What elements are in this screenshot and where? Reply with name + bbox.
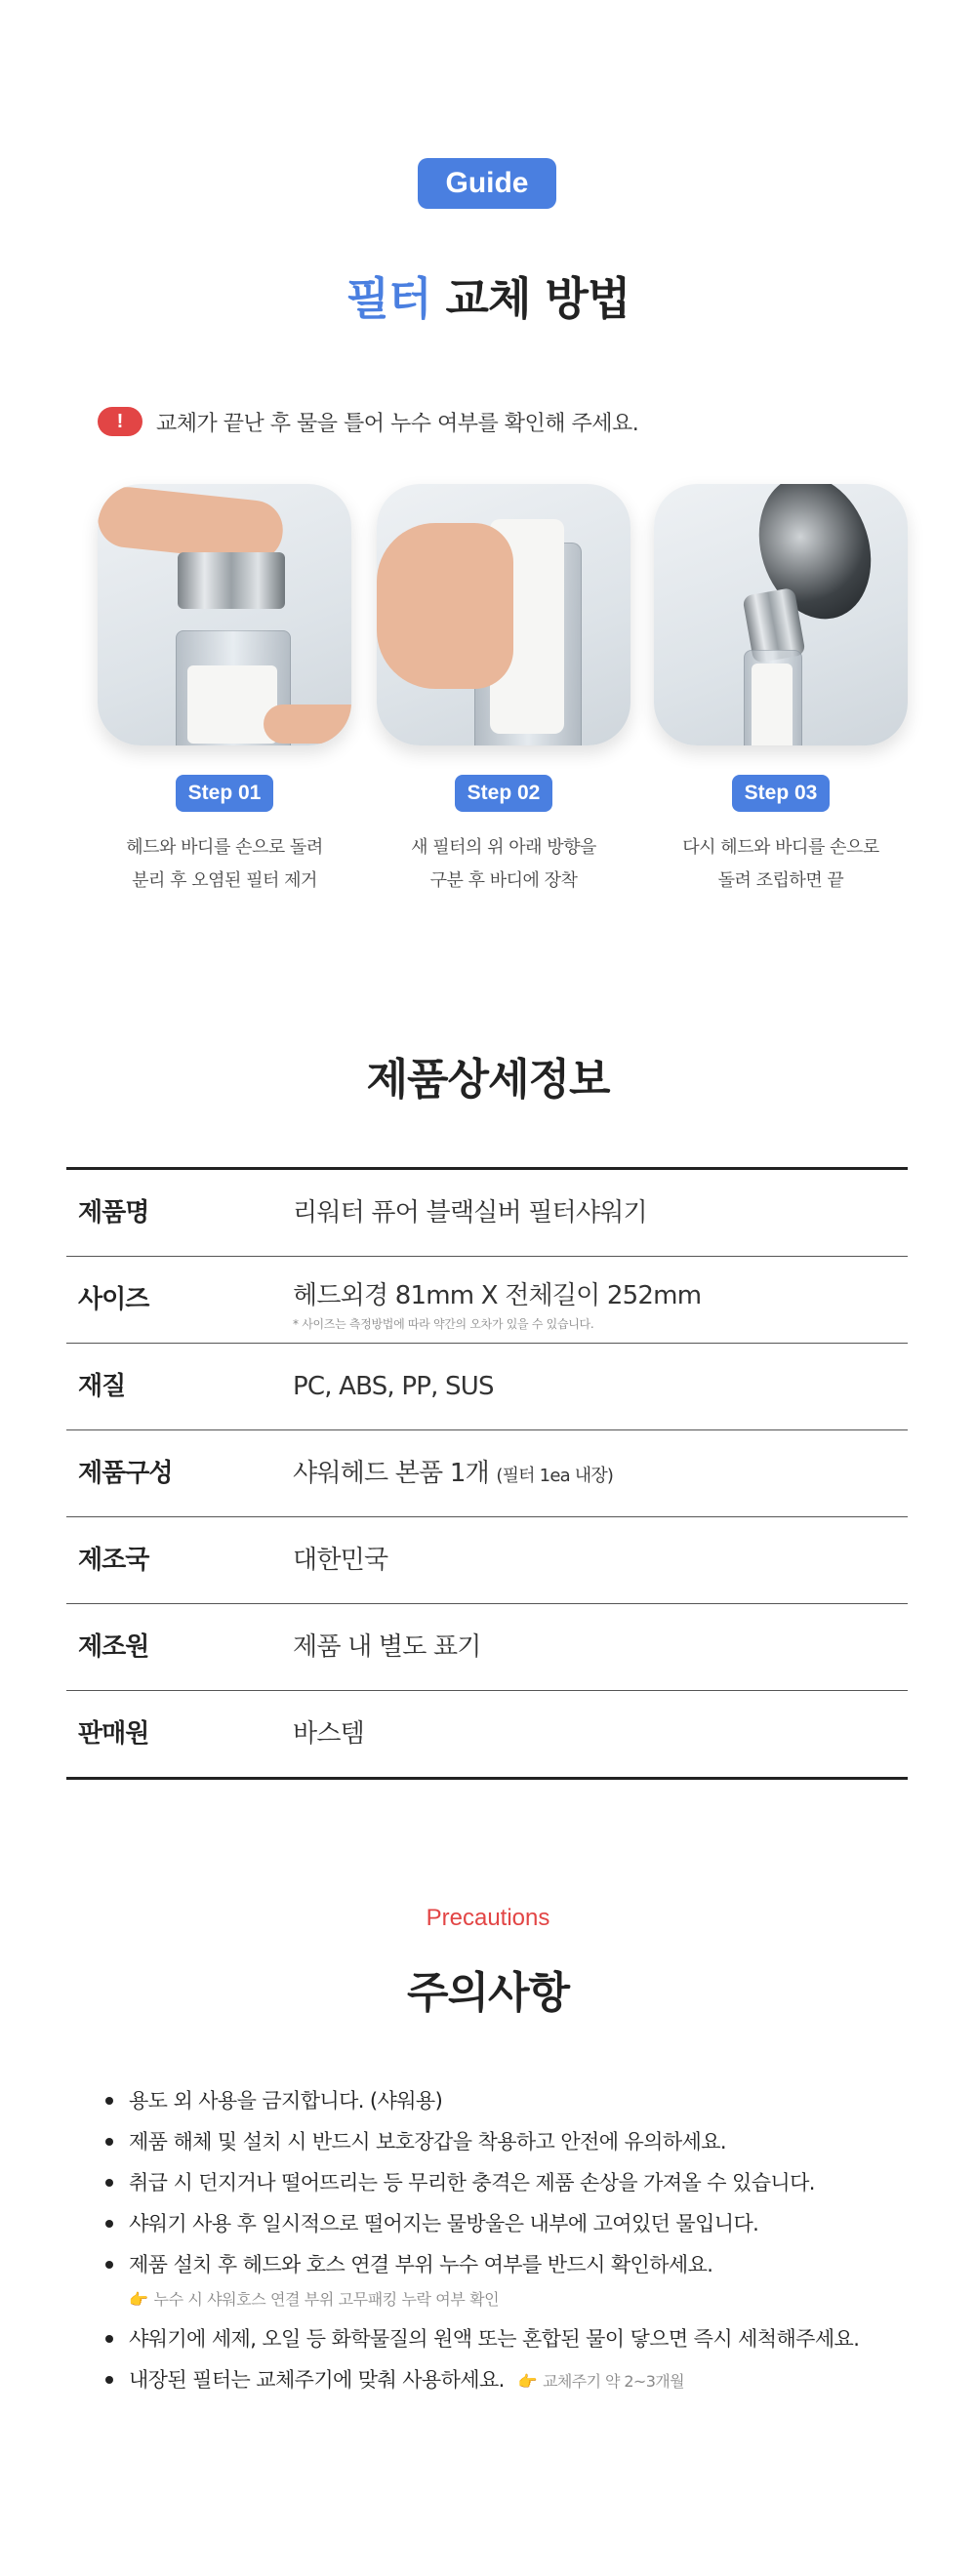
step-1-photo: [98, 484, 351, 745]
step-3-photo: [654, 484, 908, 745]
leak-notice: [98, 402, 638, 441]
step-3-line2: 돌려 조립하면 끝: [717, 870, 844, 891]
spec-row: [66, 1344, 908, 1430]
spec-key: 제품구성: [78, 1459, 173, 1488]
step-3: [654, 484, 908, 891]
guide-badge: Guide: [418, 158, 556, 209]
spec-key: 사이즈: [78, 1285, 149, 1314]
list-item: 용도 외 사용을 금지합니다. (샤워용): [105, 2080, 945, 2121]
guide-title-accent: 필터: [346, 272, 431, 325]
precautions-list: [105, 2080, 945, 2400]
step-2-badge: Step 02: [455, 775, 552, 812]
spec-value-small: (필터 1ea 내장): [496, 1466, 614, 1486]
spec-value: 바스템: [293, 1719, 364, 1749]
list-item: 샤워기에 세제, 오일 등 화학물질의 원액 또는 혼합된 물이 닿으면 즉시 세척해주세요.: [105, 2318, 945, 2359]
pointing-hand-icon: 👉: [129, 2290, 148, 2309]
spec-row: [66, 1691, 908, 1777]
step-2-desc: [367, 831, 640, 898]
spec-key: 제조국: [78, 1546, 149, 1575]
step-1-badge: Step 01: [176, 775, 273, 812]
step-2-line2: 구분 후 바디에 장착: [429, 870, 578, 891]
list-item: 취급 시 던지거나 떨어뜨리는 등 무리한 충격은 제품 손상을 가져올 수 있습니다.: [105, 2162, 945, 2203]
spec-value: 대한민국: [293, 1546, 388, 1575]
list-item: 제품 설치 후 헤드와 호스 연결 부위 누수 여부를 반드시 확인하세요.: [105, 2244, 945, 2285]
pointing-hand-icon: 👉: [517, 2372, 538, 2391]
step-2-line1: 새 필터의 위 아래 방향을: [411, 837, 596, 858]
precautions-title: 주의사항: [406, 1968, 569, 2018]
replacement-cycle-note: [518, 2372, 684, 2391]
list-item: [105, 2359, 945, 2400]
spec-row: [66, 1257, 908, 1344]
spec-value: 제품 내 별도 표기: [293, 1632, 481, 1662]
list-item: 샤워기 사용 후 일시적으로 떨어지는 물방울은 내부에 고여있던 물입니다.: [105, 2203, 945, 2244]
steps-row: [98, 484, 908, 913]
notice-text: 교체가 끝난 후 물을 틀어 누수 여부를 확인해 주세요.: [156, 411, 639, 436]
step-3-desc: [644, 831, 917, 898]
spec-key: 판매원: [78, 1719, 149, 1749]
spec-title: 제품상세정보: [366, 1055, 610, 1105]
leak-check-note: [105, 2285, 945, 2318]
precautions-subtitle: Precautions: [426, 1905, 550, 1931]
head-connector: [178, 552, 285, 609]
spec-key: 제품명: [78, 1198, 149, 1228]
guide-title-rest: 교체 방법: [430, 272, 630, 325]
spec-value: PC, ABS, PP, SUS: [293, 1372, 494, 1401]
step-2-photo: [377, 484, 630, 745]
filter-cartridge: [187, 665, 277, 744]
step-1-line1: 헤드와 바디를 손으로 돌려: [126, 837, 323, 858]
hand-shape-lower: [264, 704, 351, 744]
guide-title: [0, 263, 976, 328]
spec-row: [66, 1604, 908, 1691]
spec-row: [66, 1170, 908, 1257]
spec-row: [66, 1430, 908, 1517]
list-item: 제품 해체 및 설치 시 반드시 보호장갑을 착용하고 안전에 유의하세요.: [105, 2121, 945, 2162]
step-2: [377, 484, 630, 891]
spec-value-main: 샤워헤드 본품 1개: [293, 1459, 497, 1488]
step-1-desc: [88, 831, 361, 898]
leak-check-note-text: 누수 시 샤워호스 연결 부위 고무패킹 누락 여부 확인: [153, 2290, 500, 2309]
spec-row: [66, 1517, 908, 1604]
hand-shape: [377, 523, 513, 689]
spec-key: 제조원: [78, 1632, 149, 1662]
step-1-line2: 분리 후 오염된 필터 제거: [132, 870, 317, 891]
replacement-cycle-text: 교체주기 약 2~3개월: [543, 2372, 684, 2391]
spec-value: 리워터 퓨어 블랙실버 필터샤워기: [293, 1198, 647, 1228]
spec-table: [66, 1167, 908, 1780]
spec-value: [293, 1430, 613, 1516]
spec-value: 헤드외경 81mm X 전체길이 252mm: [293, 1281, 702, 1310]
step-3-line1: 다시 헤드와 바디를 손으로: [682, 837, 879, 858]
spec-key: 재질: [78, 1372, 126, 1401]
list-item-text: 내장된 필터는 교체주기에 맞춰 사용하세요.: [129, 2368, 505, 2392]
alert-icon: !: [98, 407, 142, 436]
spec-note: * 사이즈는 측정방법에 따라 약간의 오차가 있을 수 있습니다.: [293, 1317, 594, 1331]
step-3-badge: Step 03: [732, 775, 830, 812]
step-1: [98, 484, 351, 891]
filter-cartridge: [752, 664, 793, 745]
